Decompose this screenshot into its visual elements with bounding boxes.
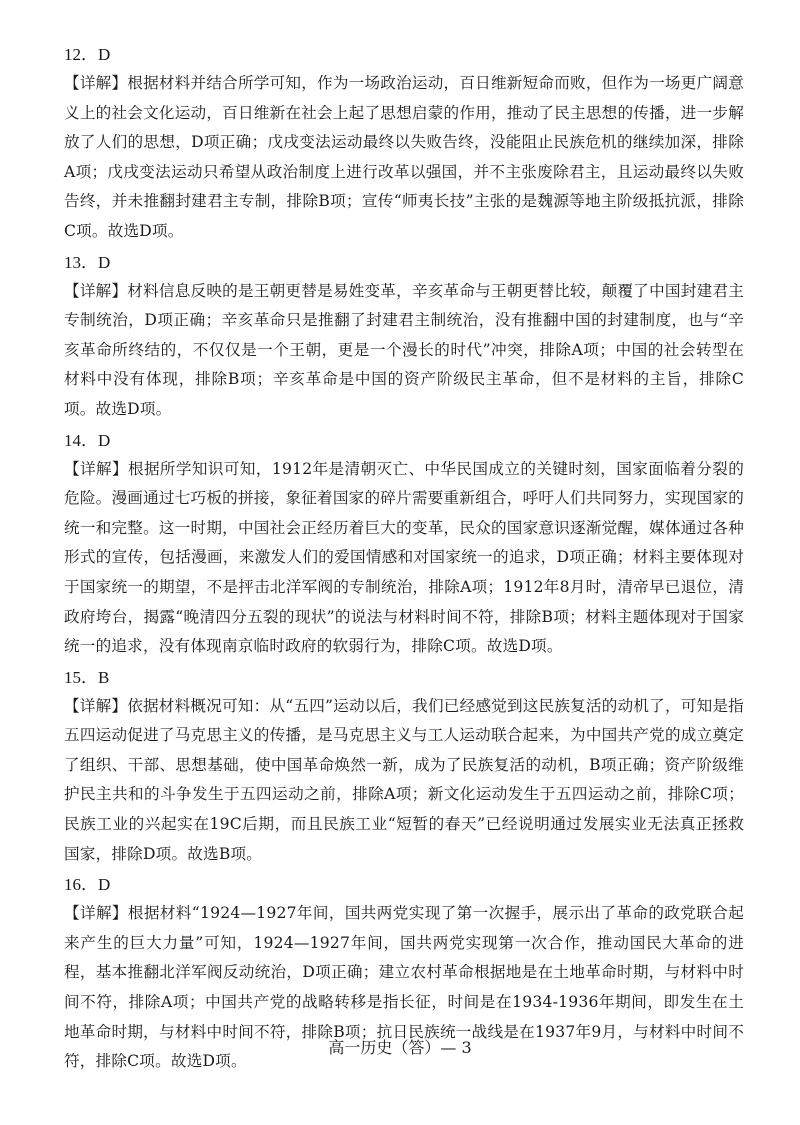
question-number: 12．D [64, 45, 111, 64]
question-number: 14．D [64, 430, 111, 450]
question-number: 15．B [64, 667, 110, 687]
explanation-tag: 【详解】 [64, 459, 128, 478]
explanation-tag: 【详解】 [64, 696, 128, 715]
question-12 [64, 41, 744, 247]
explanation [64, 277, 744, 425]
question-14 [64, 427, 744, 662]
explanation [64, 455, 744, 662]
explanation-tag: 【详解】 [64, 904, 128, 923]
explanation [64, 692, 744, 870]
question-number: 16．D [64, 875, 111, 895]
explanation [64, 69, 744, 247]
answer-page [64, 40, 744, 1079]
explanation-text: 根据材料并结合所学可知，作为一场政治运动，百日维新短命而败，但作为一场更广阔意义上的社会文化运动，百日维新在社会上起了思想启蒙的作用，推动了民主思想的传播，进一步解放了人们的思想，D项正确；戊戌变法运动最终以失败告终，没能阻止民族危机的继续加深，排除A项；戊戌变法运动只希望从政治制度上进行改革以强国，并不主张废除君主，且运动最终以失败告终，并未推翻封建君主专制，排除B项；宣传“师夷长技”主张的是魏源等地主阶级抵抗派，排除C项。故选D项。 [64, 74, 744, 240]
question-13 [64, 249, 744, 425]
explanation-text: 根据所学知识可知，1912年是清朝灭亡、中华民国成立的关键时刻，国家面临着分裂的危险。漫画通过七巧板的拼接，象征着国家的碎片需要重新组合，呼吁人们共同努力，实现国家的统一和完整。这一时期，中国社会正经历着巨大的变革，民众的国家意识逐渐觉醒，媒体通过各种形式的宣传，包括漫画，来激发人们的爱国情感和对国家统一的追求，D项正确；材料主要体现对于国家统一的期望，不是抨击北洋军阀的专制统治，排除A项；1912年8月时，清帝早已退位，清政府垮台，揭露“晚清四分五裂的现状”的说法与材料时间不符，排除B项；材料主题体现对于国家统一的追求，没有体现南京临时政府的软弱行为，排除C项。故选D项。 [64, 459, 744, 656]
page-footer: 高一历史（答）— 3 [328, 1038, 472, 1057]
question-15 [64, 664, 744, 870]
explanation-text: 依据材料概况可知：从“五四”运动以后，我们已经感觉到这民族复活的动机了，可知是指五四运动促进了马克思主义的传播，是马克思主义与工人运动联合起来，为中国共产党的成立奠定了组织、干部、思想基础，使中国革命焕然一新，成为了民族复活的动机，B项正确；资产阶级维护民主共和的斗争发生于五四运动之前，排除A项；新文化运动发生于五四运动之前，排除C项；民族工业的兴起实在19C后期，而且民族工业“短暂的春天”已经说明通过发展实业无法真正拯救国家，排除D项。故选B项。 [64, 696, 744, 863]
explanation-tag: 【详解】 [64, 281, 128, 300]
explanation-tag: 【详解】 [64, 74, 128, 92]
explanation-text: 根据材料“1924—1927年间，国共两党实现了第一次握手，展示出了革命的政党联合起来产生的巨大力量”可知，1924—1927年间，国共两党实现第一次合作，推动国民大革命的进程，基本推翻北洋军阀反动统治，D项正确；建立农村革命根据地是在土地革命时期，与材料中时间不符，排除A项；中国共产党的战略转移是指长征，时间是在1934-1936年期间，即发生在土地革命时期，与材料中时间不符，排除B项；抗日民族统一战线是在1937年9月，与材料中时间不符，排除C项。故选D项。 [64, 904, 744, 1071]
explanation-text: 材料信息反映的是王朝更替是易姓变革，辛亥革命与王朝更替比较，颠覆了中国封建君主专制统治，D项正确；辛亥革命只是推翻了封建君主制统治，没有推翻中国的封建制度，也与“辛亥革命所终结的，不仅仅是一个王朝，更是一个漫长的时代”冲突，排除A项；中国的社会转型在材料中没有体现，排除B项；辛亥革命是中国的资产阶级民主革命，但不是材料的主旨，排除C项。故选D项。 [64, 281, 744, 418]
question-number: 13．D [64, 252, 111, 272]
